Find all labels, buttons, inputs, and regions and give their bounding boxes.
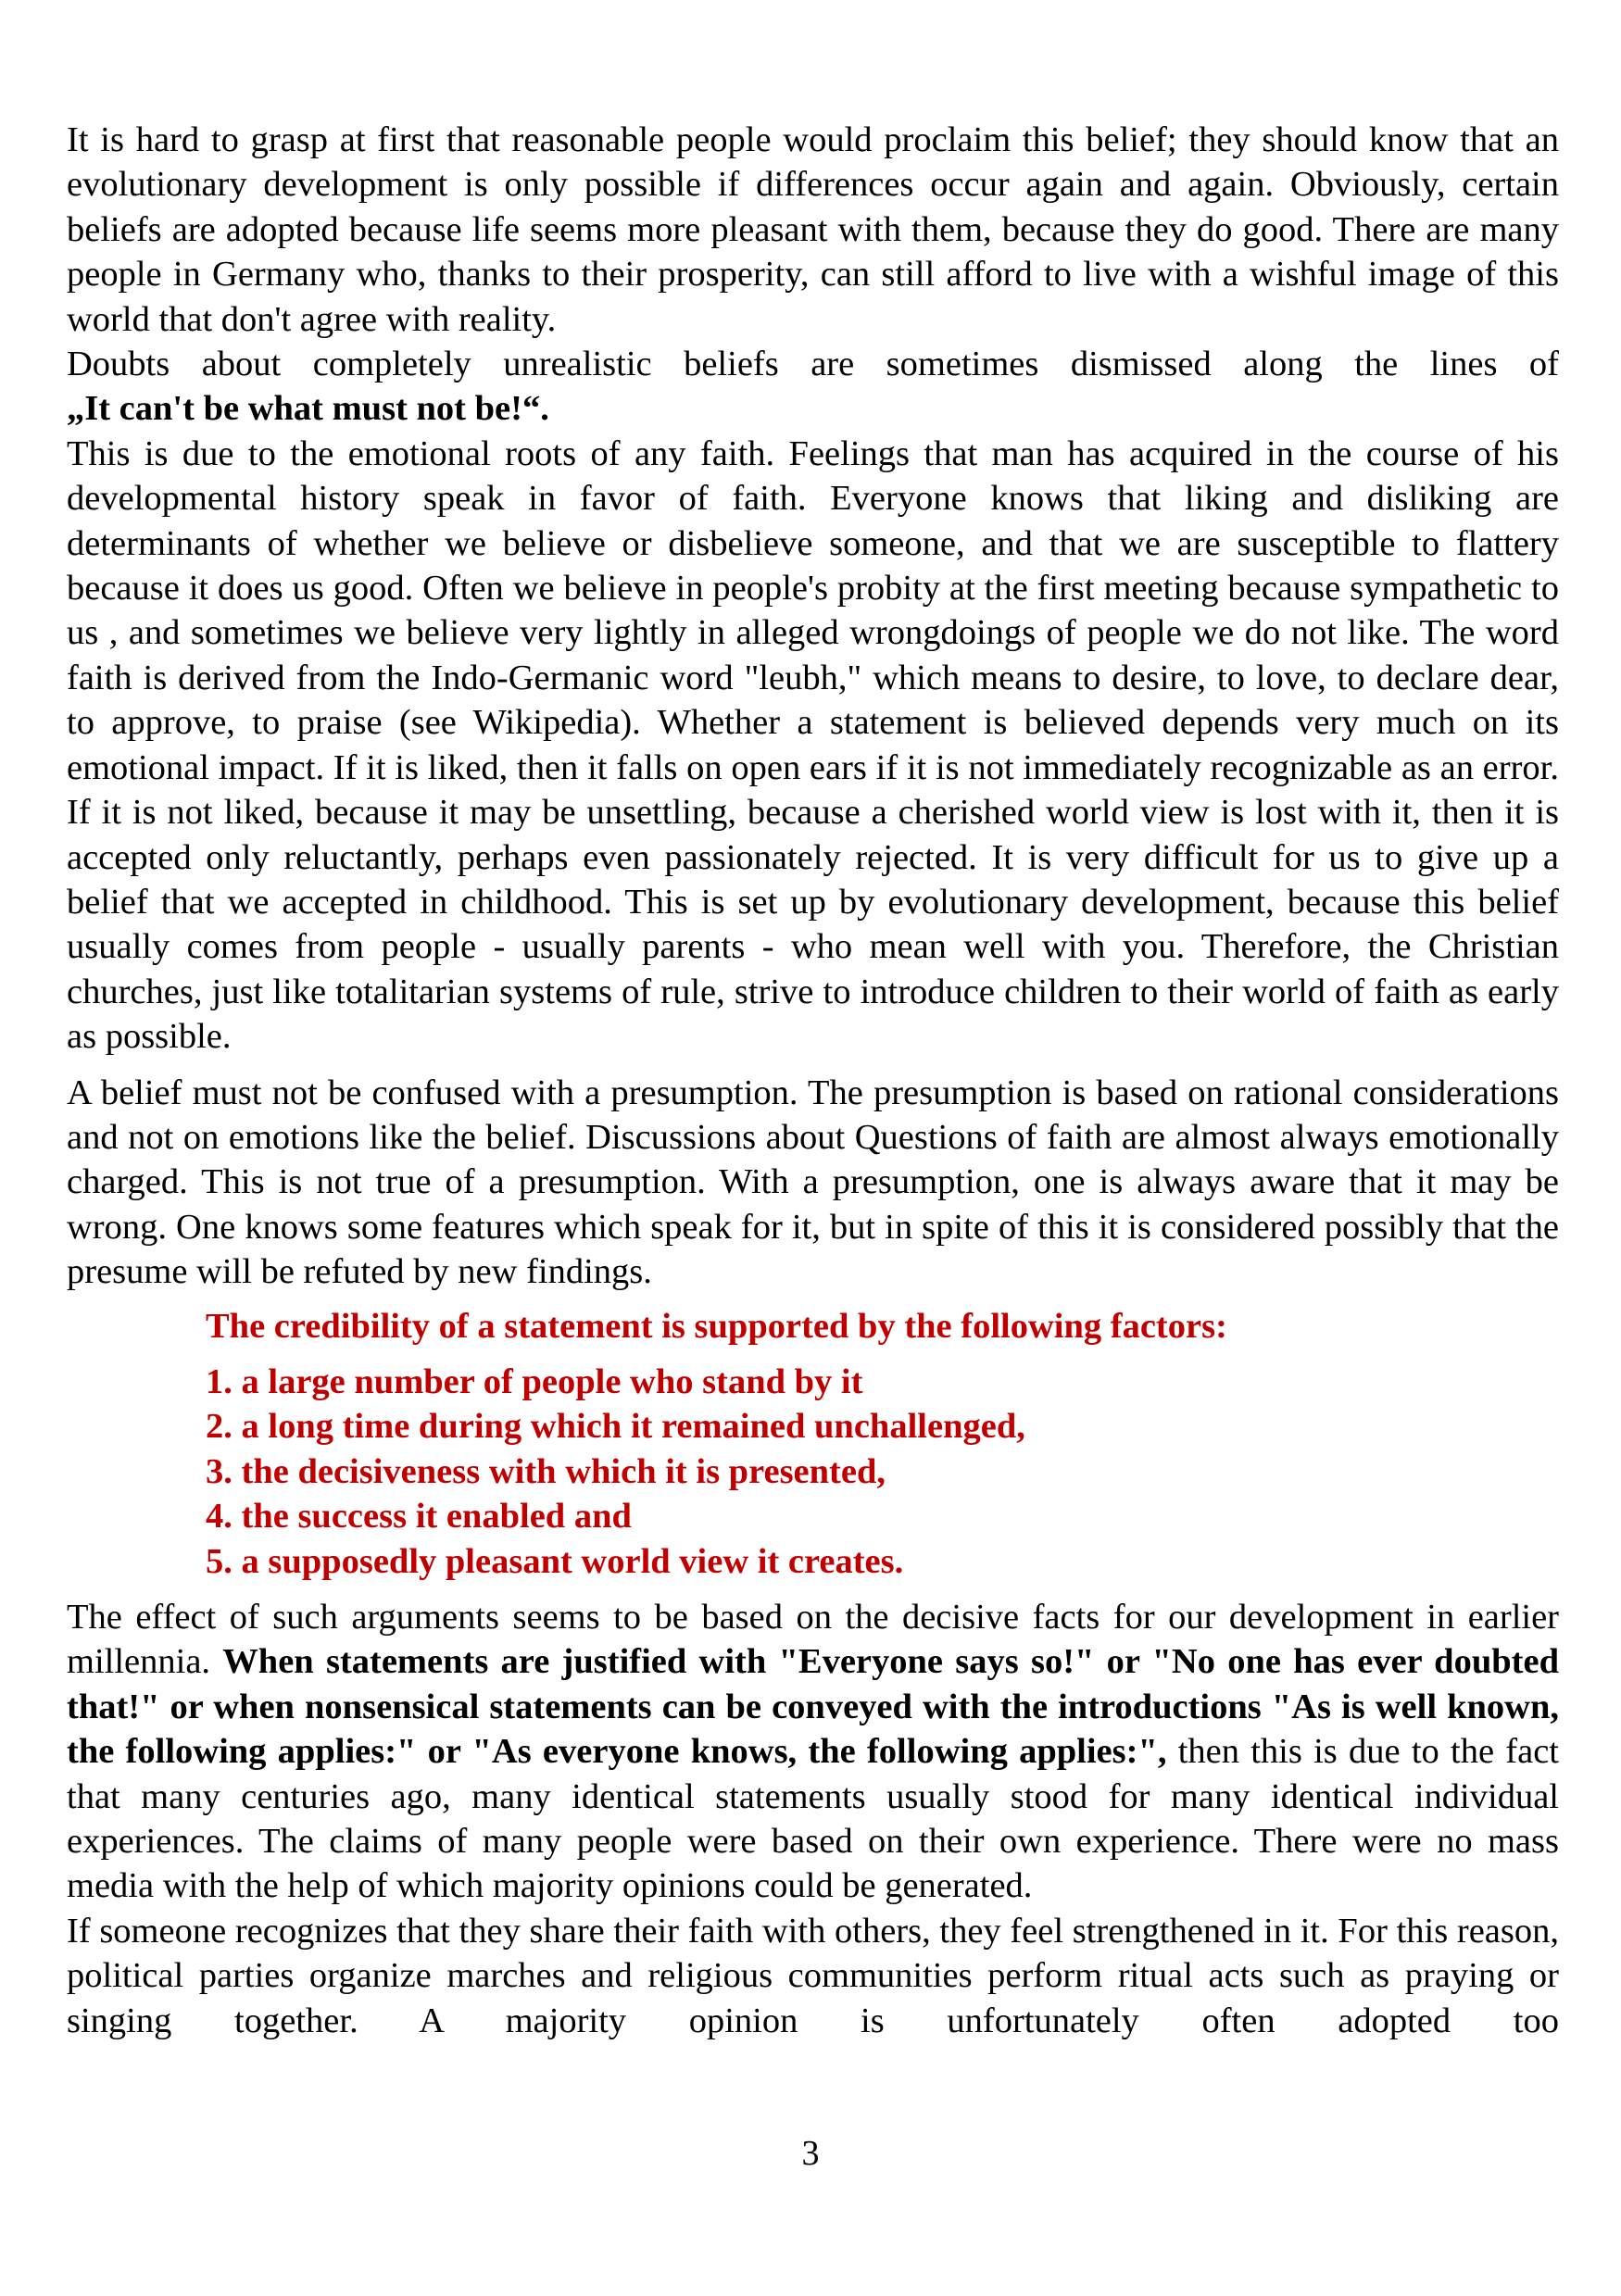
paragraph-doubts <box>67 342 1559 432</box>
list-item: 5. a supposedly pleasant world view it creates. <box>206 1541 904 1581</box>
quote-bold: „It can't be what must not be!“. <box>67 389 549 429</box>
paragraph-emotional-roots: This is due to the emotional roots of any faith. Feelings that man has acquired in the course of his developmental history speak in favor of faith. Everyone knows that liking and disliking are determinants of whether we believe or disbelieve someone, and that we are susceptible to flattery because it does us good. Often we believe in people's probity at the first meeting because sympathetic to us , and sometimes we believe very lightly in alleged wrongdoings of people we do not like. The word faith is derived from the Indo-Germanic word "leubh," which means to desire, to love, to declare dear, to approve, to praise (see Wikipedia). Whether a statement is believed depends very much on its emotional impact. If it is liked, then it falls on open ears if it is not immediately recognizable as an error. If it is not liked, because it may be unsettling, because a cherished world view is lost with it, then it is accepted only reluctantly, perhaps even passionately rejected. It is very difficult for us to give up a belief that we accepted in childhood. This is set up by evolutionary development, because this belief usually comes from people - usually parents - who mean well with you. Therefore, the Christian churches, just like totalitarian systems of rule, strive to introduce children to their world of faith as early as possible. <box>67 433 1559 1057</box>
paragraph-arguments-bold: When statements are justified with "Everyone says so!" or "No one has ever doubted that!" or when nonsensical statements can be conveyed with the introductions "As is well known, the following applies:" or "As everyone knows, the following applies:", <box>67 1642 1559 1772</box>
paragraph-shared-faith: If someone recognizes that they share their faith with others, they feel strengthened in it. For this reason, political parties organize marches and religious communities perform ritual acts such as praying or singing together. A majority opinion is unfortunately often adopted too <box>67 1911 1559 2040</box>
paragraph-doubts-text: Doubts about completely unrealistic beliefs are sometimes dismissed along the lines of <box>67 345 1559 384</box>
paragraph-presumption: A belief must not be confused with a presumption. The presumption is based on rational considerations and not on emotions like the belief. Discussions about Questions of faith are almost always emotionally charged. This is not true of a presumption. With a presumption, one is always aware that it may be wrong. One knows some features which speak for it, but in spite of this it is considered possibly that the presume will be refuted by new findings. <box>67 1073 1559 1292</box>
page-number: 3 <box>801 2134 820 2173</box>
list-item: 2. a long time during which it remained unchallenged, <box>206 1407 1025 1447</box>
paragraph-arguments-end: then this is due to the fact that many centuries ago, many identical statements usually stood for many identical individual experiences. The claims of many people were based on their own experience. There were no mass media with the help of which majority opinions could be generated. <box>67 1732 1559 1906</box>
list-item: 4. the success it enabled and <box>206 1497 632 1537</box>
paragraph-arguments <box>67 1595 1559 1909</box>
credibility-list <box>67 1360 1559 1584</box>
list-item: 3. the decisiveness with which it is presented, <box>206 1451 886 1491</box>
paragraph-intro: It is hard to grasp at first that reasonable people would proclaim this belief; they should know that an evolutionary development is only possible if differences occur again and again. Obviously, certain beliefs are adopted because life seems more pleasant with them, because they do good. There are many people in Germany who, thanks to their prosperity, can still afford to live with a wishful image of this world that don't agree with reality. <box>67 120 1559 339</box>
page-body <box>67 118 1559 2043</box>
credibility-heading: The credibility of a statement is supported by the following factors: <box>206 1306 1227 1346</box>
paragraph-arguments-start: The effect of such arguments seems to be based on the decisive facts for our development in earlier millennia. <box>67 1598 1559 1682</box>
list-item: 1. a large number of people who stand by it <box>206 1361 863 1401</box>
